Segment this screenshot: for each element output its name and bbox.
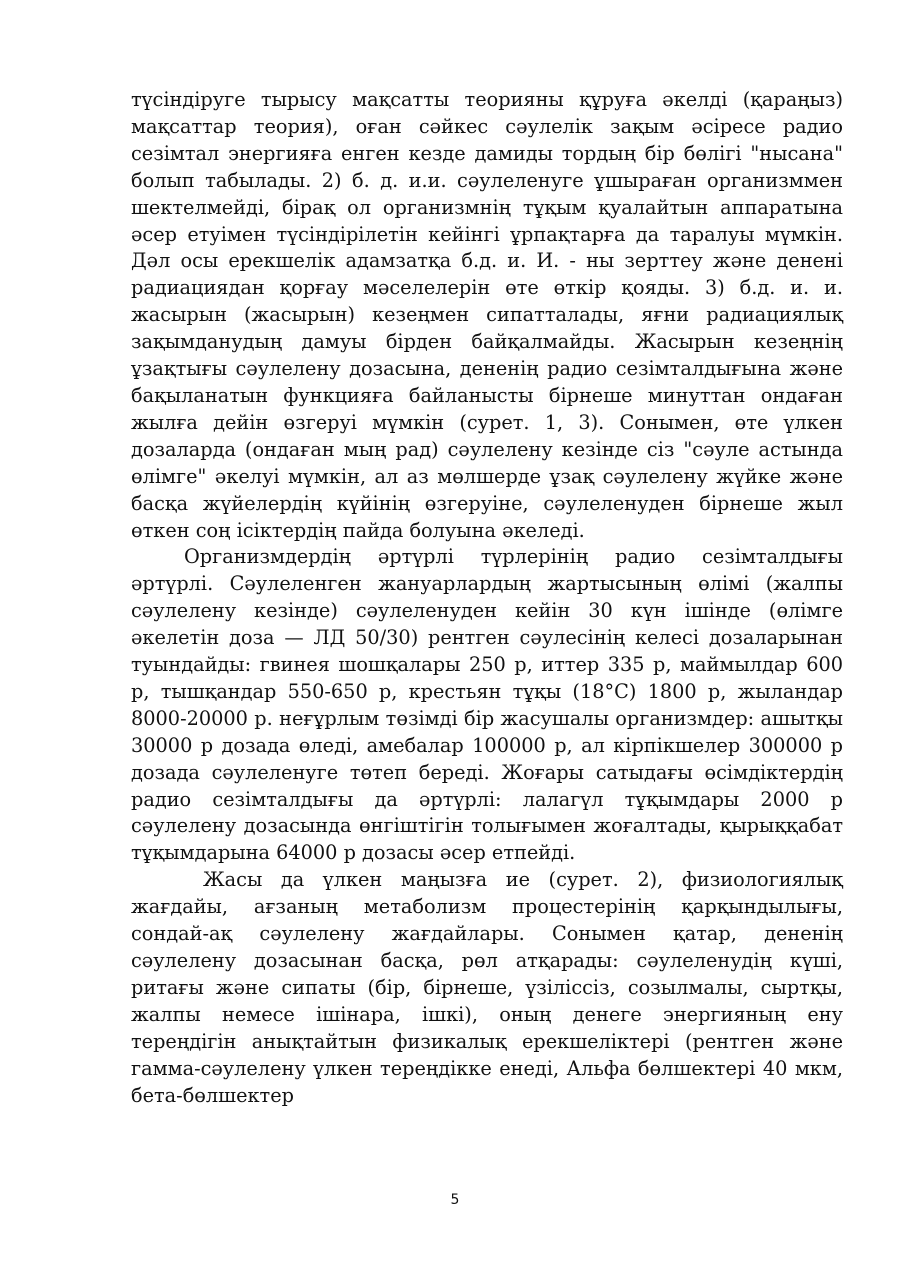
page-number: 5 xyxy=(450,1192,460,1208)
paragraph-3: Жасы да үлкен маңызға ие (сурет. 2), физиологиялық жағдайы, ағзаның метаболизм процестерінің қарқындылығы, сондай-ақ сәулелену жағдайлары. Сонымен қатар, дененің сәулелену дозасынан басқа, рөл атқарады: сәулеленудің күші, ритағы және сипаты (бір, бірнеше, үзіліссіз, созылмалы, сыртқы, жалпы немесе ішінара, ішкі), оның денеге энергияның ену тереңдігін анықтайтын физикалық ерекшеліктері (рентген және гамма-сәулелену үлкен тереңдікке енеді, Альфа бөлшектері 40 мкм, бета-бөлшектер xyxy=(131,868,843,1107)
paragraph-1: түсіндіруге тырысу мақсатты теорияны құруға әкелді (қараңыз) мақсаттар теория), оған сәйкес сәулелік зақым әсіресе радио сезімтал энергияға енген кезде дамиды тордың бір бөлігі "нысана" болып табылады. 2) б. д. и.и. сәулеленуге ұшыраған организммен шектелмейді, бірақ ол организмнің тұқым қуалайтын аппаратына әсер етуімен түсіндірілетін кейінгі ұрпақтарға да таралуы мүмкін. Дәл осы ерекшелік адамзатқа б.д. и. И. - ны зерттеу және денені радиациядан қорғау мәселелерін өте өткір қояды. 3) б.д. и. и. жасырын (жасырын) кезеңмен сипатталады, яғни радиациялық зақымданудың дамуы бірден байқалмайды. Жасырын кезеңнің ұзақтығы сәулелену дозасына, дененің радио сезімталдығына және бақыланатын функцияға байланысты бірнеше минуттан ондаған жылға дейін өзгеруі мүмкін (сурет. 1, 3). Сонымен, өте үлкен дозаларда (ондаған мың рад) сәулелену кезінде сіз "сәуле астында өлімге" әкелуі мүмкін, ал аз мөлшерде ұзақ сәулелену жүйке және басқа жүйелердің күйінің өзгеруіне, сәулеленуден бірнеше жыл өткен соң ісіктердің пайда болуына әкеледі. xyxy=(131,88,843,542)
paragraph-2: Организмдердің әртүрлі түрлерінің радио сезімталдығы әртүрлі. Сәулеленген жануарлардың жартысының өлімі (жалпы сәулелену кезінде) сәулеленуден кейін 30 күн ішінде (өлімге әкелетін доза — ЛД 50/30) рентген сәулесінің келесі дозаларынан туындайды: гвинея шошқалары 250 р, иттер 335 р, маймылдар 600 р, тышқандар 550-650 р, крестьян тұқы (18°C) 1800 р, жыландар 8000-20000 р. неғұрлым төзімді бір жасушалы организмдер: ашытқы 30000 р дозада өледі, амебалар 100000 р, ал кірпікшелер 300000 р дозада сәулеленуге төтеп береді. Жоғары сатыдағы өсімдіктердің радио сезімталдығы да әртүрлі: лалагүл тұқымдары 2000 р сәулелену дозасында өнгіштігін толығымен жоғалтады, қырыққабат тұқымдарына 64000 р дозасы әсер етпейді. xyxy=(131,545,843,865)
body-text xyxy=(131,87,843,1109)
